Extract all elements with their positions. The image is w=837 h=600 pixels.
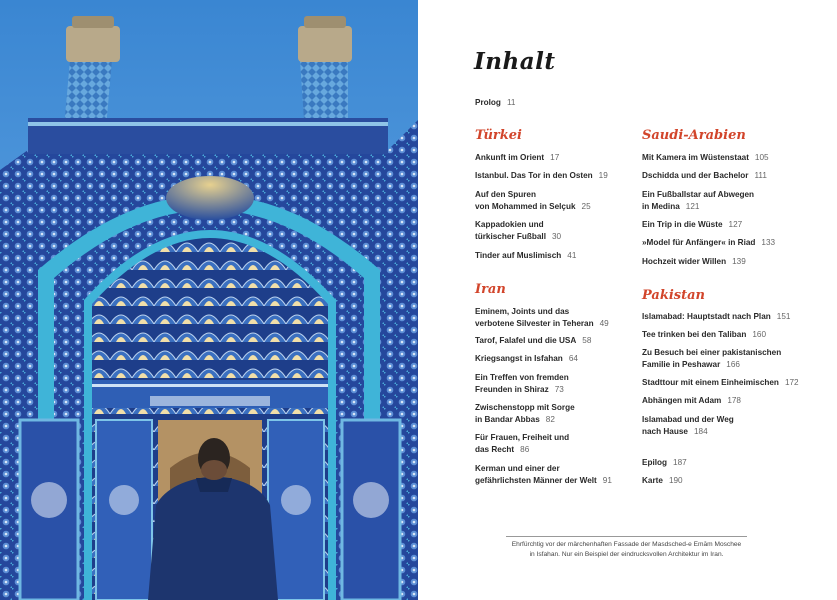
- toc-entry[interactable]: [642, 311, 790, 323]
- entry-page: 166: [726, 360, 740, 369]
- entry-label: Für Frauen, Freiheit und: [475, 433, 570, 442]
- entry-label: Tinder auf Muslimisch: [475, 251, 562, 260]
- entry-page: 187: [673, 458, 687, 467]
- entry-page: 139: [732, 257, 746, 266]
- entry-label: Kappadokien und: [475, 220, 544, 229]
- entry-page: 172: [784, 378, 799, 387]
- toc-entry[interactable]: [475, 170, 608, 182]
- entry-label: Ein Treffen von fremden: [475, 373, 569, 382]
- toc-entry[interactable]: [475, 402, 575, 426]
- toc-entry-karte[interactable]: [642, 475, 683, 487]
- entry-page: 91: [602, 476, 612, 485]
- entry-label-line2: Freunden in Shiraz: [475, 385, 549, 394]
- toc-entry[interactable]: [642, 170, 767, 182]
- entry-page: 184: [693, 427, 708, 436]
- entry-page: 105: [754, 153, 769, 162]
- entry-label-line2: in Bandar Abbas: [475, 415, 540, 424]
- toc-entry[interactable]: [642, 414, 734, 438]
- entry-label: Ankunft im Orient: [475, 153, 545, 162]
- entry-page: 151: [776, 312, 791, 321]
- entry-label-line2: von Mohammed in Selçuk: [475, 202, 576, 211]
- entry-page: 178: [727, 396, 741, 405]
- entry-page: 160: [752, 330, 767, 339]
- entry-label: »Model für Anfänger« in Riad: [642, 238, 756, 247]
- entry-label-line2: in Medina: [642, 202, 680, 211]
- entry-page: 58: [582, 336, 592, 345]
- toc-entry[interactable]: [642, 395, 741, 407]
- toc-entry[interactable]: [475, 152, 559, 164]
- entry-label: Dschidda und der Bachelor: [642, 171, 749, 180]
- entry-label: Mit Kamera im Wüstenstaat: [642, 153, 749, 162]
- entry-page: 17: [550, 153, 560, 162]
- caption-divider: [506, 536, 747, 537]
- toc-entry[interactable]: [642, 256, 746, 268]
- entry-page: 49: [599, 319, 609, 328]
- entry-label-line2: verbotene Silvester in Teheran: [475, 319, 594, 328]
- toc-entry[interactable]: [642, 377, 799, 389]
- toc-entry[interactable]: [642, 329, 766, 341]
- toc-entry[interactable]: [642, 237, 775, 249]
- entry-label-line2: Familie in Peshawar: [642, 360, 721, 369]
- entry-page: 127: [728, 220, 743, 229]
- section-heading-tuerkei: Türkei: [475, 128, 522, 143]
- entry-page: 190: [668, 476, 683, 485]
- toc-entry[interactable]: [475, 463, 612, 487]
- toc-entry[interactable]: [475, 335, 591, 347]
- toc-entry[interactable]: [642, 219, 742, 231]
- toc-entry[interactable]: [475, 219, 561, 243]
- entry-label: Islamabad und der Weg: [642, 415, 734, 424]
- entry-label: Zu Besuch bei einer pakistanischen: [642, 348, 782, 357]
- entry-page: 64: [568, 354, 578, 363]
- entry-page: 133: [761, 238, 776, 247]
- toc-entry[interactable]: [475, 250, 576, 262]
- entry-page: 111: [754, 171, 767, 180]
- toc-entry[interactable]: [642, 152, 769, 164]
- entry-label: Tarof, Falafel und die USA: [475, 336, 577, 345]
- toc-entry[interactable]: [642, 189, 754, 213]
- entry-label: Kerman und einer der: [475, 464, 560, 473]
- entry-page: 82: [545, 415, 555, 424]
- caption-line-2: in Isfahan. Nur ein Beispiel der eindrucksvollen Architektur im Iran.: [529, 550, 724, 558]
- toc-entry[interactable]: [475, 353, 578, 365]
- entry-label: Islamabad: Hauptstadt nach Plan: [642, 312, 771, 321]
- entry-page: 86: [520, 445, 530, 454]
- entry-label-line2: gefährlichsten Männer der Welt: [475, 476, 597, 485]
- section-heading-saudi-arabien: Saudi-Arabien: [642, 128, 746, 143]
- toc-entry[interactable]: [642, 347, 781, 371]
- entry-label: Abhängen mit Adam: [642, 396, 722, 405]
- mosque-portal-photo: [0, 0, 418, 600]
- entry-label: Eminem, Joints und das: [475, 307, 570, 316]
- entry-label-line2: das Recht: [475, 445, 515, 454]
- entry-page: 41: [567, 251, 577, 260]
- entry-label: Epilog: [642, 458, 668, 467]
- entry-label: Tee trinken bei den Taliban: [642, 330, 747, 339]
- toc-entry-epilog[interactable]: [642, 457, 687, 469]
- entry-label: Auf den Spuren: [475, 190, 536, 199]
- entry-label-line2: nach Hause: [642, 427, 688, 436]
- entry-label: Hochzeit wider Willen: [642, 257, 727, 266]
- section-heading-iran: Iran: [475, 282, 506, 297]
- entry-page: 73: [554, 385, 564, 394]
- entry-label: Ein Fußballstar auf Abwegen: [642, 190, 755, 199]
- toc-entry[interactable]: [475, 306, 609, 330]
- entry-label: Stadttour mit einem Einheimischen: [642, 378, 779, 387]
- entry-page: 30: [551, 232, 562, 241]
- toc-page: [418, 0, 837, 600]
- section-heading-pakistan: Pakistan: [642, 288, 705, 303]
- toc-entry[interactable]: [475, 432, 569, 456]
- entry-page: 19: [598, 171, 608, 180]
- entry-label: Karte: [642, 476, 663, 485]
- toc-title: Inhalt: [474, 48, 556, 75]
- toc-entry[interactable]: [475, 189, 591, 213]
- entry-label: Istanbul. Das Tor in den Osten: [475, 171, 593, 180]
- entry-label: Prolog: [475, 98, 501, 107]
- entry-label: Ein Trip in die Wüste: [642, 220, 723, 229]
- entry-label-line2: türkischer Fußball: [475, 232, 546, 241]
- entry-page: 11: [506, 98, 516, 107]
- entry-label: Zwischenstopp mit Sorge: [475, 403, 575, 412]
- entry-label: Kriegsangst in Isfahan: [475, 354, 563, 363]
- entry-page: 121: [685, 202, 700, 211]
- photo-caption: [500, 540, 753, 559]
- entry-page: 25: [581, 202, 591, 211]
- toc-entry-prolog[interactable]: [475, 97, 515, 109]
- caption-line-1: Ehrfürchtig vor der märchenhaften Fassade der Masdsched-e Emām Moschee: [511, 541, 742, 548]
- toc-entry[interactable]: [475, 372, 569, 396]
